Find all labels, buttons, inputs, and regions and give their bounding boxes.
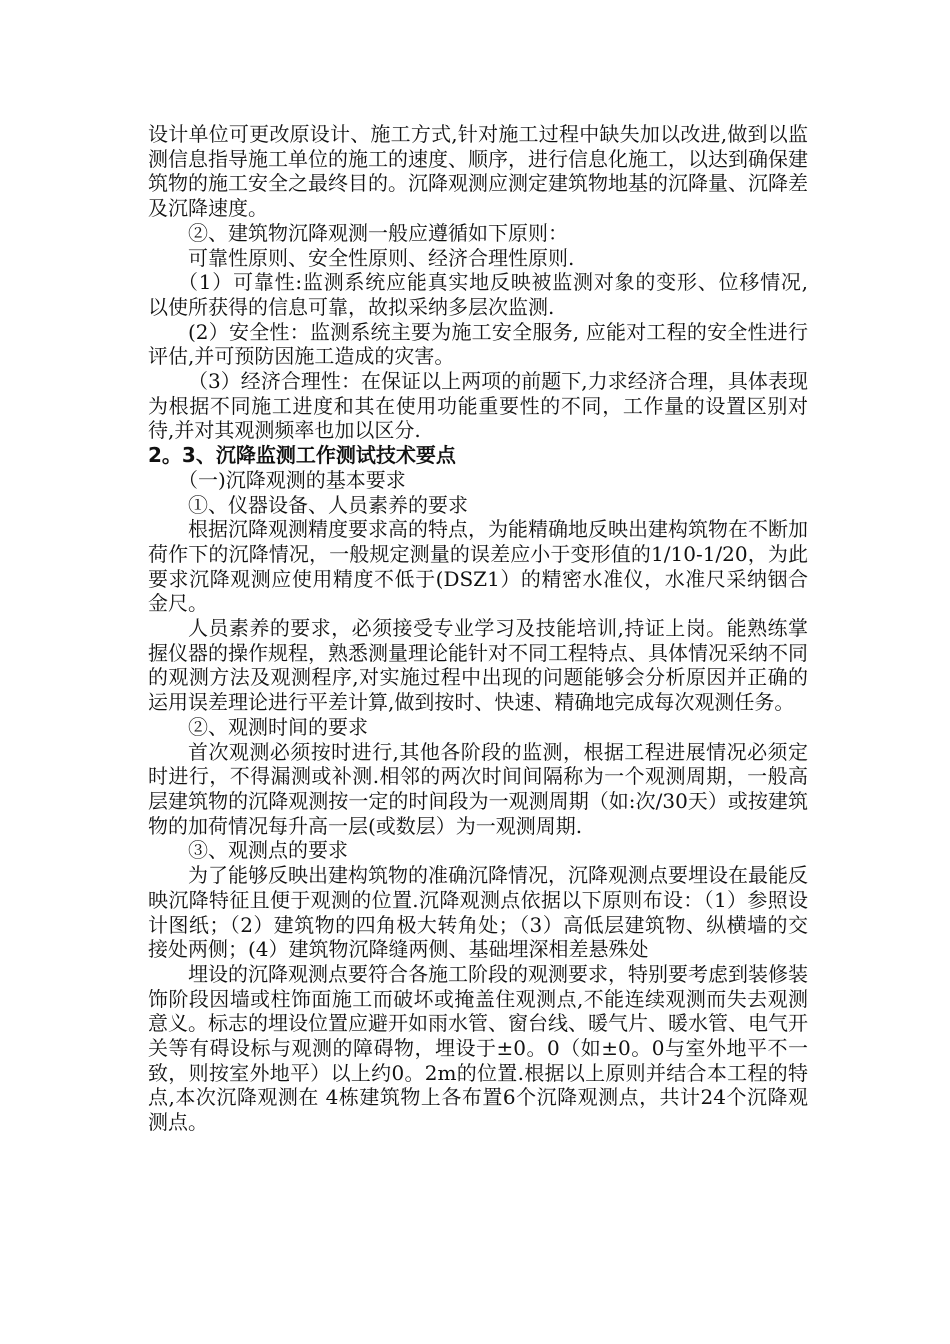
paragraph-point-placement: 为了能够反映出建构筑物的准确沉降情况，沉降观测点要埋设在最能反映沉降特征且便于观测的位置.沉降观测点依据以下原则布设：（1）参照设计图纸；（2）建筑物的四角极大转角处；（3）高低层建筑物、纵横墙的交接处两侧；(4）建筑物沉降缝两侧、基础埋深相差悬殊处: [148, 863, 808, 962]
paragraph-point-installation: 埋设的沉降观测点要符合各施工阶段的观测要求，特别要考虑到装修装饰阶段因墙或柱饰面施工而破坏或掩盖住观测点,不能连续观测而失去观测意义。标志的埋设位置应避开如雨水管、窗台线、暖气片、暖水管、电气开关等有碍设标与观测的障碍物，埋设于±0。0（如±0。0与室外地平不一致，则按室外地平）以上约0。2m的位置.根据以上原则并结合本工程的特点,本次沉降观测在 4栋建筑物上各布置6个沉降观测点，共计24个沉降观测点。: [148, 961, 808, 1135]
paragraph-principles-intro: ②、建筑物沉降观测一般应遵循如下原则：: [188, 220, 568, 245]
subheading-observation-points: ③、观测点的要求: [188, 838, 348, 863]
paragraph-reliability: （1）可靠性:监测系统应能真实地反映被监测对象的变形、位移情况, 以使所获得的信息可靠，故拟采纳多层次监测.: [148, 270, 808, 319]
subheading-equipment-personnel: ①、仪器设备、人员素养的要求: [188, 492, 468, 517]
paragraph-precision-requirements: 根据沉降观测精度要求高的特点，为能精确地反映出建构筑物在不断加荷作下的沉降情况，一般规定测量的误差应小于变形值的1/10-1/20，为此要求沉降观测应使用精度不低于(DSZ1）的精密水准仪，水准尺采纳铟合金尺。: [148, 517, 808, 616]
subheading-observation-time: ②、观测时间的要求: [188, 714, 368, 739]
paragraph-economy: （3）经济合理性：在保证以上两项的前题下,力求经济合理，具体表现为根据不同施工进度和其在使用功能重要性的不同，工作量的设置区别对待,并对其观测频率也加以区分.: [148, 369, 808, 443]
section-heading-2-3: 2。3、沉降监测工作测试技术要点: [148, 443, 456, 468]
paragraph-safety: (2）安全性：监测系统主要为施工安全服务, 应能对工程的安全性进行评估,并可预防因施工造成的灾害。: [148, 319, 808, 369]
paragraph-design-change: 设计单位可更改原设计、施工方式,针对施工过程中缺失加以改进,做到以监测信息指导施工单位的施工的速度、顺序，进行信息化施工，以达到确保建筑物的施工安全之最终目的。沉降观测应测定建筑物地基的沉降量、沉降差及沉降速度。: [148, 122, 808, 221]
paragraph-personnel-requirements: 人员素养的要求，必须接受专业学习及技能培训,持证上岗。能熟练掌握仪器的操作规程，熟悉测量理论能针对不同工程特点、具体情况采纳不同的观测方法及观测程序,对实施过程中出现的问题能够会分析原因并正确的运用误差理论进行平差计算,做到按时、快速、精确地完成每次观测任务。: [148, 616, 808, 715]
paragraph-principles-list: 可靠性原则、安全性原则、经济合理性原则.: [188, 245, 575, 270]
paragraph-observation-time: 首次观测必须按时进行,其他各阶段的监测，根据工程进展情况必须定时进行，不得漏测或补测.相邻的两次时间间隔称为一个观测周期，一般高层建筑物的沉降观测按一定的时间段为一观测周期（如:次/30天）或按建筑物的加荷情况每升高一层(或数层）为一观测周期.: [148, 739, 808, 838]
document-body: [148, 122, 808, 1135]
subheading-basic-requirements: （一)沉降观测的基本要求: [178, 467, 406, 492]
